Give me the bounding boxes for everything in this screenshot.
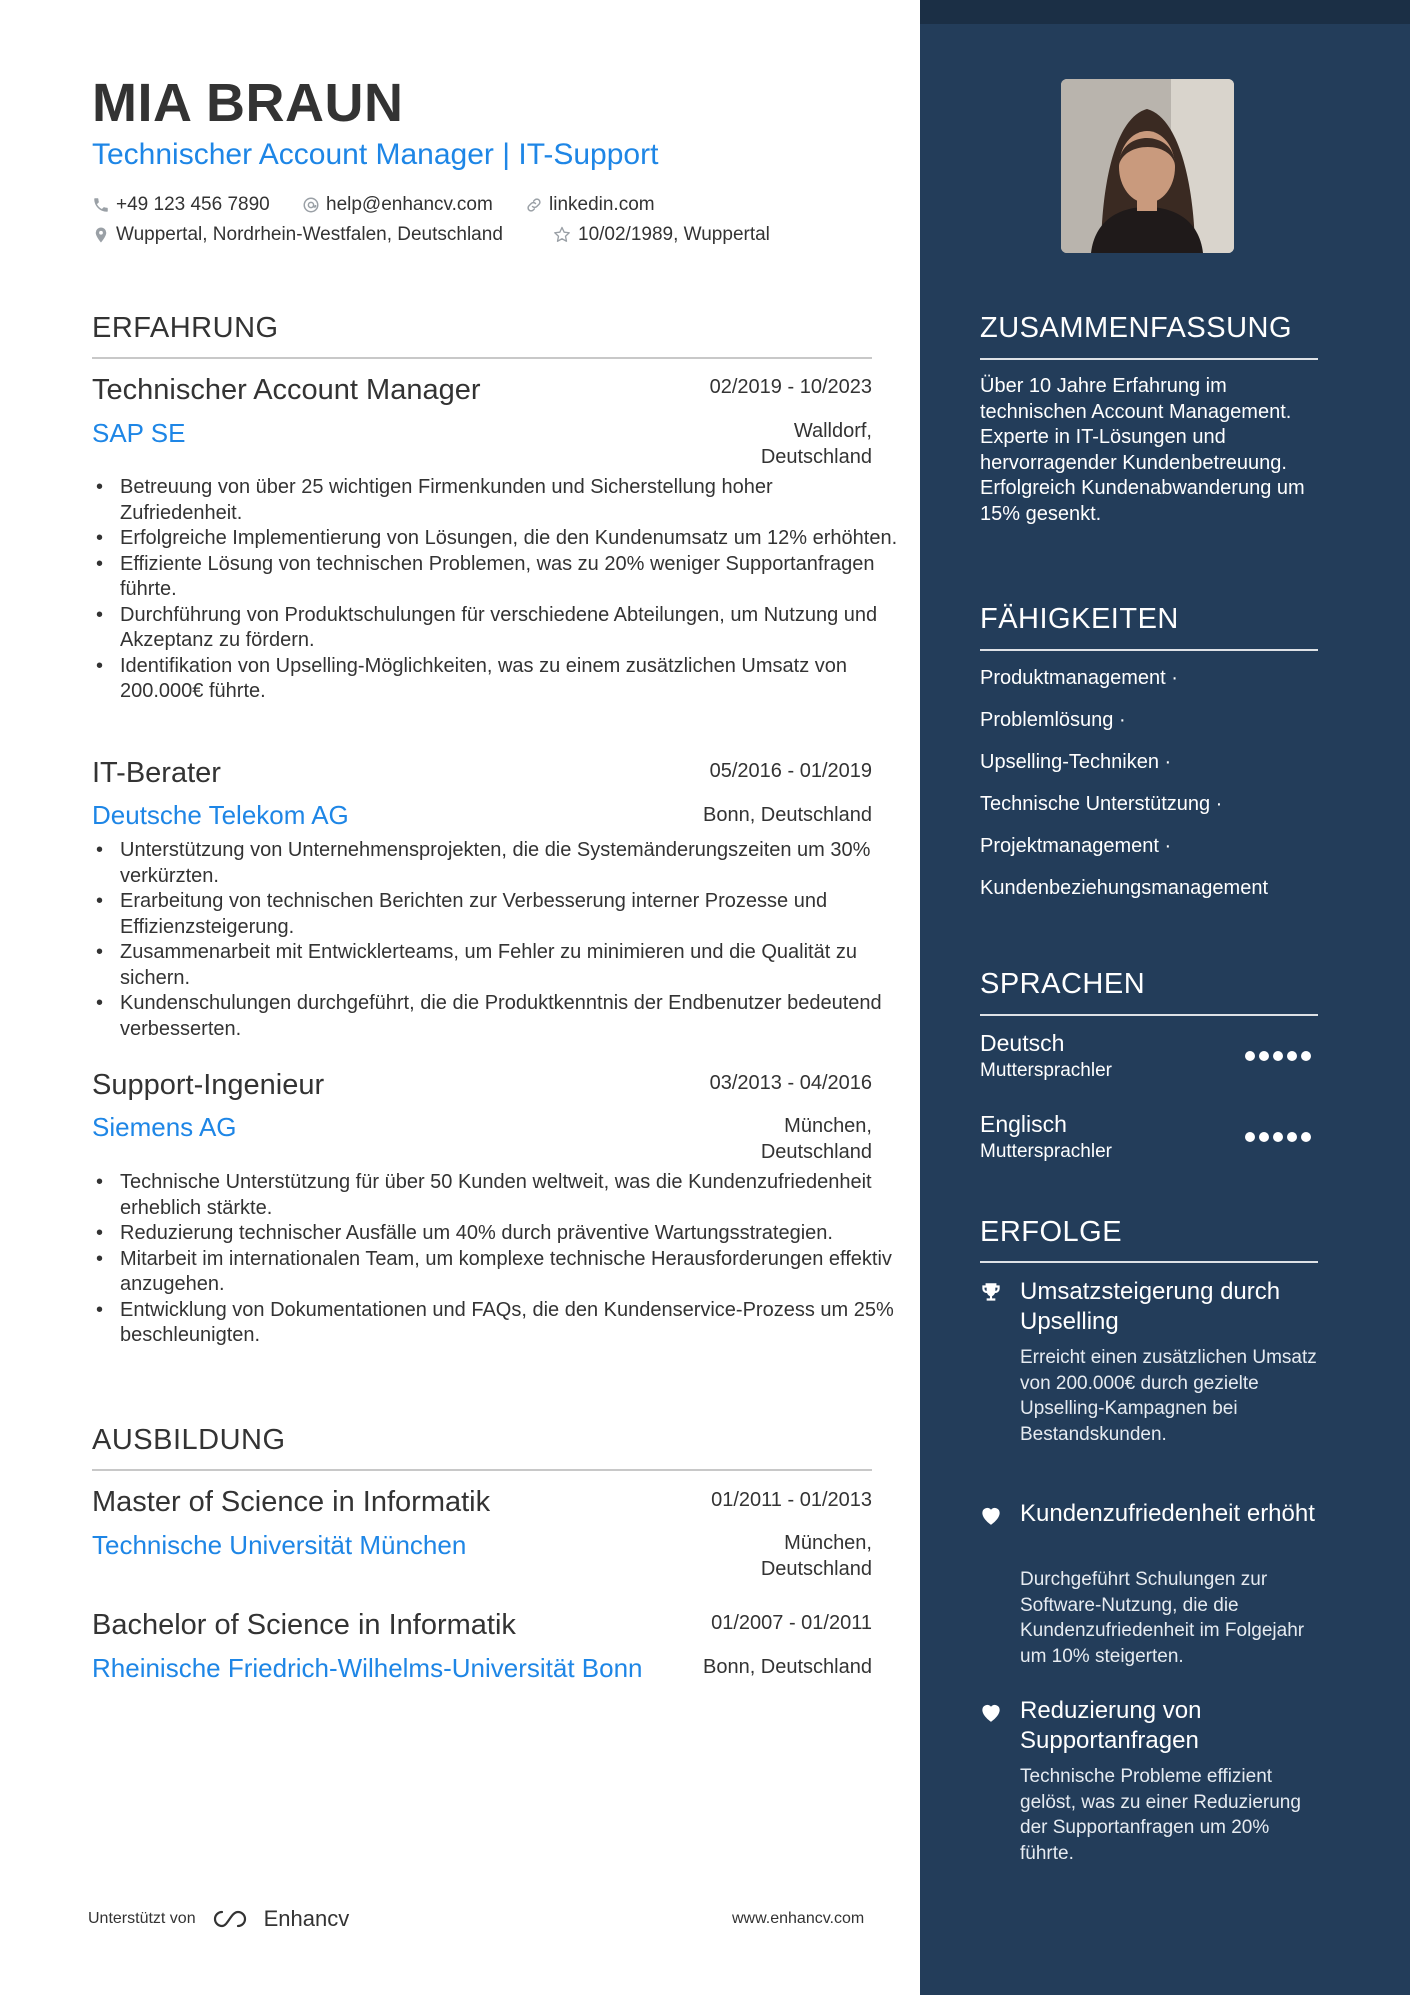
- job-company[interactable]: Siemens AG: [92, 1112, 237, 1142]
- candidate-title: Technischer Account Manager | IT-Support: [92, 138, 659, 171]
- skill-item: Technische Unterstützung ·: [980, 793, 1223, 815]
- job-location-line: München,: [784, 1115, 872, 1137]
- skill-item: Upselling-Techniken ·: [980, 751, 1172, 773]
- phone-icon: [92, 196, 110, 214]
- education-dates: 01/2007 - 01/2011: [711, 1612, 872, 1634]
- achievement-desc: Erreicht einen zusätzlichen Umsatz von 200.000€ durch gezielte Upselling-Kampagnen bei Bestandskunden.: [1020, 1347, 1317, 1445]
- rating-dot: [1259, 1132, 1269, 1142]
- job-bullet: • Effiziente Lösung von technischen Problemen, was zu 20% weniger Supportanfragen führte.: [120, 552, 900, 603]
- skill-item: Problemlösung ·: [980, 709, 1126, 731]
- job-company[interactable]: SAP SE: [92, 418, 186, 448]
- languages-divider: [980, 1014, 1318, 1016]
- rating-dot: [1301, 1051, 1311, 1061]
- rating-dot: [1301, 1132, 1311, 1142]
- job-company[interactable]: Deutsche Telekom AG: [92, 800, 349, 830]
- candidate-name: MIA BRAUN: [92, 73, 404, 133]
- heart-icon: [978, 1502, 1004, 1528]
- summary-divider: [980, 358, 1318, 360]
- location-text: Wuppertal, Nordrhein-Westfalen, Deutschland: [116, 224, 503, 245]
- job-location: [640, 1113, 872, 1165]
- job-location: [640, 802, 872, 828]
- education-dates: 01/2011 - 01/2013: [711, 1489, 872, 1511]
- education-school[interactable]: Rheinische Friedrich-Wilhelms-Universität Bonn: [92, 1653, 643, 1683]
- star-icon: [552, 225, 572, 245]
- education-degree: Master of Science in Informatik: [92, 1486, 491, 1518]
- job-bullet: • Mitarbeit im internationalen Team, um komplexe technische Herausforderungen effektiv anzugehen.: [120, 1247, 900, 1298]
- at-icon: [302, 196, 320, 214]
- rating-dot: [1259, 1051, 1269, 1061]
- footer-branding: [88, 1906, 349, 1932]
- job-bullet: • Reduzierung technischer Ausfälle um 40% durch präventive Wartungsstrategien.: [120, 1221, 900, 1247]
- job-location-line: Bonn, Deutschland: [702, 804, 872, 826]
- job-bullet: • Unterstützung von Unternehmensprojekten, die die Systemänderungszeiten um 30% verkürzten.: [120, 838, 900, 889]
- contact-email[interactable]: [302, 194, 493, 216]
- contact-linkedin[interactable]: [525, 194, 655, 216]
- achievement-desc: Technische Probleme effizient gelöst, was zu einer Reduzierung der Supportanfragen um 20% führte.: [1020, 1766, 1301, 1864]
- birth-text: 10/02/1989, Wuppertal: [578, 224, 770, 245]
- achievement-title: Reduzierung von Supportanfragen: [1020, 1697, 1202, 1754]
- powered-by-text: Unterstützt von: [88, 1910, 196, 1927]
- contact-location: [92, 224, 503, 246]
- job-title: Technischer Account Manager: [92, 374, 481, 406]
- job-bullet: • Kundenschulungen durchgeführt, die die Produktkenntnis der Endbenutzer bedeutend verbesserten.: [120, 991, 900, 1042]
- job-bullet: • Technische Unterstützung für über 50 Kunden weltweit, was die Kundenzufriedenheit erheblich stärkte.: [120, 1170, 900, 1221]
- education-location: [640, 1654, 872, 1680]
- language-rating: [1245, 1132, 1311, 1142]
- job-dates: 02/2019 - 10/2023: [709, 376, 872, 398]
- avatar: [1061, 79, 1234, 253]
- job-location: [640, 418, 872, 470]
- rating-dot: [1287, 1051, 1297, 1061]
- rating-dot: [1273, 1132, 1283, 1142]
- experience-divider: [92, 357, 872, 359]
- job-bullets: [92, 838, 900, 1042]
- job-title: Support-Ingenieur: [92, 1069, 325, 1101]
- language-level: Muttersprachler: [980, 1060, 1112, 1081]
- education-location: [640, 1530, 872, 1582]
- education-divider: [92, 1469, 872, 1471]
- job-title: IT-Berater: [92, 757, 221, 789]
- experience-heading: ERFAHRUNG: [92, 312, 279, 344]
- footer-website[interactable]: www.enhancv.com: [732, 1910, 865, 1927]
- achievement-title: Umsatzsteigerung durch Upselling: [1020, 1278, 1281, 1335]
- job-bullet: • Zusammenarbeit mit Entwicklerteams, um Fehler zu minimieren und die Qualität zu sichern.: [120, 940, 900, 991]
- job-dates: 03/2013 - 04/2016: [709, 1072, 872, 1094]
- job-bullets: [92, 475, 900, 705]
- sidebar-top-bar: [920, 0, 1410, 24]
- language-rating: [1245, 1051, 1311, 1061]
- heart-icon: [978, 1699, 1004, 1725]
- enhancv-brand[interactable]: Enhancv: [263, 1906, 350, 1931]
- education-location-line: Bonn, Deutschland: [702, 1656, 872, 1678]
- language-name: Deutsch: [980, 1030, 1065, 1056]
- achievements-divider: [980, 1261, 1318, 1263]
- contact-birth: [552, 224, 770, 246]
- link-icon: [525, 196, 543, 214]
- job-bullet: • Betreuung von über 25 wichtigen Firmenkunden und Sicherstellung hoher Zufriedenheit.: [120, 475, 900, 526]
- skill-item: Kundenbeziehungsmanagement: [980, 877, 1268, 899]
- email-text: help@enhancv.com: [326, 194, 493, 215]
- education-school[interactable]: Technische Universität München: [92, 1530, 467, 1560]
- contact-phone[interactable]: [92, 194, 270, 216]
- location-pin-icon: [92, 226, 110, 244]
- skill-item: Projektmanagement ·: [980, 835, 1172, 857]
- job-dates: 05/2016 - 01/2019: [709, 760, 872, 782]
- languages-heading: SPRACHEN: [980, 968, 1146, 1000]
- job-bullet: • Erfolgreiche Implementierung von Lösungen, die den Kundenumsatz um 12% erhöhten.: [120, 526, 900, 552]
- job-location-line: Deutschland: [760, 1141, 872, 1163]
- rating-dot: [1273, 1051, 1283, 1061]
- skills-divider: [980, 649, 1318, 651]
- education-degree: Bachelor of Science in Informatik: [92, 1609, 516, 1641]
- skills-heading: FÄHIGKEITEN: [980, 603, 1179, 635]
- job-bullet: • Durchführung von Produktschulungen für verschiedene Abteilungen, um Nutzung und Akzeptanz zu fördern.: [120, 603, 900, 654]
- phone-text: +49 123 456 7890: [116, 194, 270, 215]
- job-bullet: • Erarbeitung von technischen Berichten zur Verbesserung interner Prozesse und Effizienzsteigerung.: [120, 889, 900, 940]
- enhancv-logo-icon: [208, 1907, 256, 1931]
- job-bullets: [92, 1170, 900, 1349]
- achievement-desc: Durchgeführt Schulungen zur Software-Nutzung, die die Kundenzufriedenheit im Folgejahr um 10% steigerten.: [1020, 1569, 1305, 1667]
- language-level: Muttersprachler: [980, 1141, 1112, 1162]
- education-heading: AUSBILDUNG: [92, 1424, 286, 1456]
- profile-photo: [1061, 79, 1234, 253]
- education-location-line: München,: [784, 1532, 872, 1554]
- summary-text: Über 10 Jahre Erfahrung im technischen Account Management. Experte in IT-Lösungen und hervorragender Kundenbetreuung. Erfolgreich Kundenabwanderung um 15% gesenkt.: [980, 375, 1305, 525]
- job-location-line: Deutschland: [760, 446, 872, 468]
- achievement-title: Kundenzufriedenheit erhöht: [1020, 1500, 1315, 1527]
- rating-dot: [1245, 1051, 1255, 1061]
- rating-dot: [1287, 1132, 1297, 1142]
- job-location-line: Walldorf,: [793, 420, 872, 442]
- job-bullet: • Identifikation von Upselling-Möglichkeiten, was zu einem zusätzlichen Umsatz von 200.000€ führte.: [120, 654, 900, 705]
- rating-dot: [1245, 1132, 1255, 1142]
- summary-heading: ZUSAMMENFASSUNG: [980, 312, 1293, 344]
- skill-item: Produktmanagement ·: [980, 667, 1178, 689]
- language-name: Englisch: [980, 1111, 1067, 1137]
- trophy-icon: [978, 1280, 1004, 1306]
- linkedin-text: linkedin.com: [549, 194, 655, 215]
- achievements-heading: ERFOLGE: [980, 1216, 1123, 1248]
- education-location-line: Deutschland: [760, 1558, 872, 1580]
- job-bullet: • Entwicklung von Dokumentationen und FAQs, die den Kundenservice-Prozess um 25% beschleunigten.: [120, 1298, 900, 1349]
